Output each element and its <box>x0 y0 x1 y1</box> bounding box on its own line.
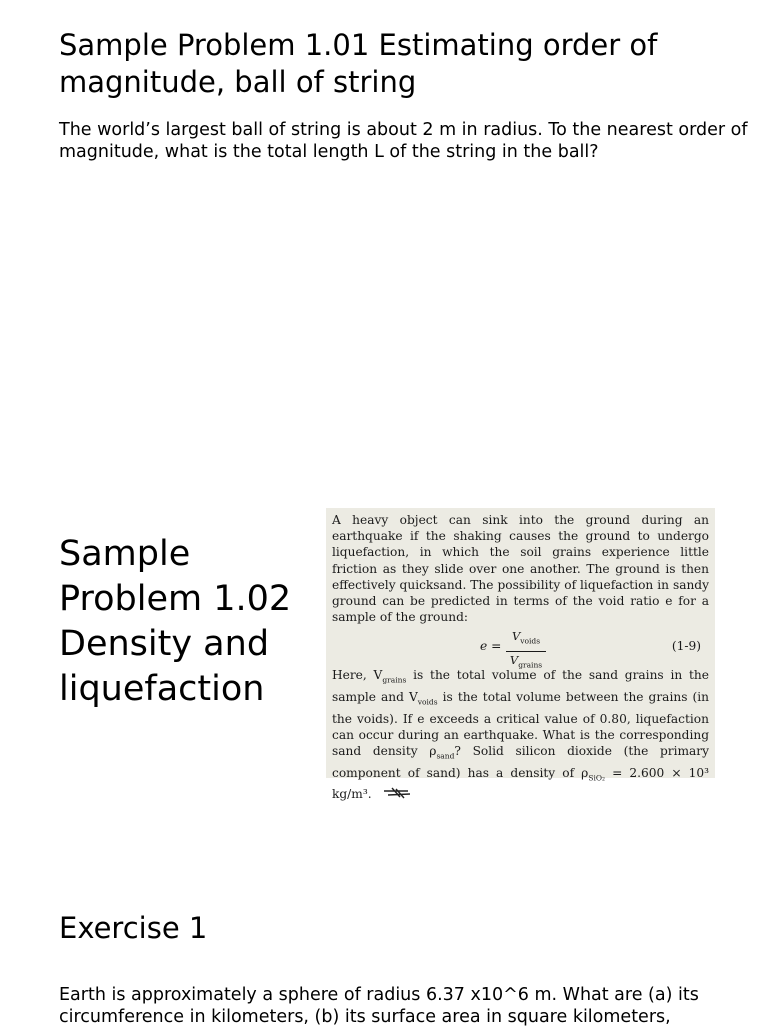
slide-title-sample-problem-1-02: Sample Problem 1.02 Density and liquefaction <box>59 534 292 709</box>
slide-title-sample-problem-1-01: Sample Problem 1.01 Estimating order of magnitude, ball of string <box>59 28 658 99</box>
excerpt-paragraph-question: Here, $V_{grains}$ is the total volume of the sand grains in the sample and $V_{voids}$ is the total volume between the grains (in the voids). If e exceeds a critical value of 0.80, liquefaction can occur during an earthquake. What is the corresponding sand density $\rho_{sand}$? Solid silicon dioxide (the primary component of sand) has a density of $\rho_{SiO_2} = 2.600 \times 10^3$ kg/m³. <box>332 668 709 802</box>
exercise-statement-earth: Earth is approximately a sphere of radius 6.37 x10^6 m. What are (a) its circumference in kilometers, (b) its surface area in square kilometers, <box>59 985 699 1027</box>
equation-lhs: e = <box>480 639 502 654</box>
void-ratio-equation <box>332 627 709 670</box>
equation-denominator: $V_{grains}$ <box>509 652 543 670</box>
excerpt-paragraph-intro: A heavy object can sink into the ground during an earthquake if the shaking causes the ground to undergo liquefaction, in which the soil grains experience little friction as they slide over one another. The ground is then effectively quicksand. The possibility of liquefaction in sandy ground can be predicted in terms of the void ratio e for a sample of the ground: <box>332 513 709 625</box>
handwritten-mark-icon <box>382 787 412 803</box>
slide-title-exercise-1: Exercise 1 <box>59 911 208 945</box>
equation-numerator: $V_{voids}$ <box>506 628 546 652</box>
problem-statement-ball-of-string: The world’s largest ball of string is about 2 m in radius. To the nearest order of magnitude, what is the total length L of the string in the ball? <box>59 120 748 162</box>
equation-number: (1-9) <box>671 639 701 654</box>
equation-fraction <box>506 628 546 673</box>
textbook-excerpt-image <box>326 508 715 802</box>
